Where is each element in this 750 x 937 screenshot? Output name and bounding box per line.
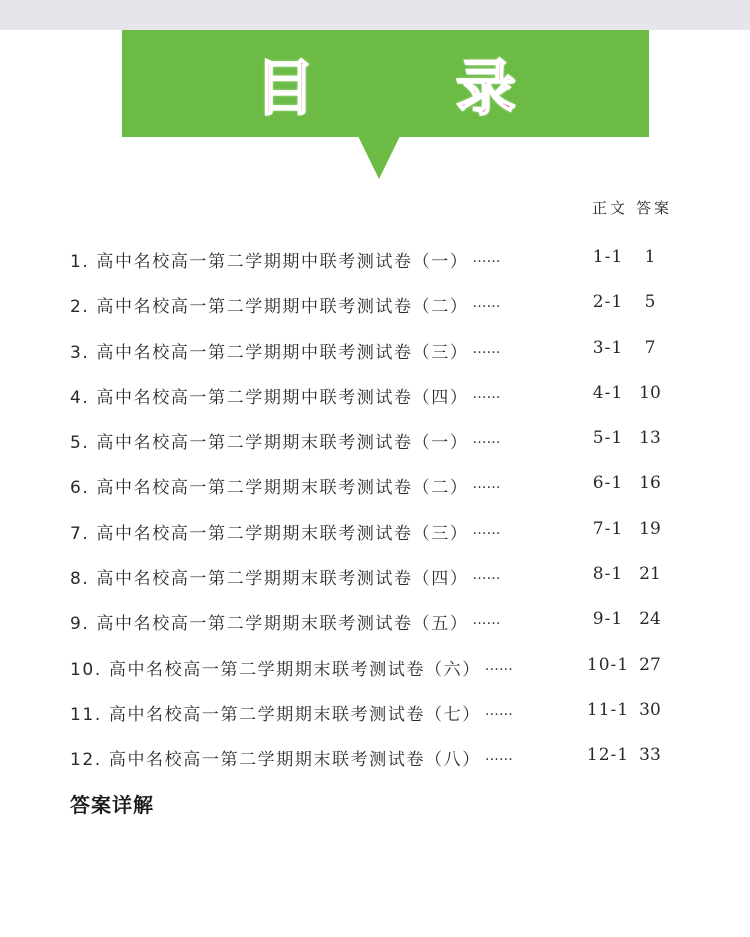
banner-pointer-arrow bbox=[358, 136, 400, 179]
toc-entry[interactable] bbox=[70, 383, 670, 428]
toc-leader-dots: …… bbox=[472, 521, 501, 538]
toc-answer-page: 16 bbox=[639, 473, 661, 494]
toc-entry[interactable] bbox=[70, 519, 670, 564]
toc-page-number: 2-1 bbox=[592, 292, 624, 313]
toc-answer-page: 27 bbox=[639, 654, 661, 675]
toc-leader-dots: …… bbox=[484, 748, 513, 765]
toc-page-number: 3-1 bbox=[592, 337, 624, 358]
toc-leader-dots: …… bbox=[472, 567, 501, 584]
toc-answer-page: 21 bbox=[639, 564, 661, 585]
toc-page-number: 9-1 bbox=[592, 609, 624, 630]
toc-page-number: 5-1 bbox=[592, 428, 624, 449]
toc-entry-title: 12. 高中名校高一第二学期期末联考测试卷（八） bbox=[70, 750, 481, 771]
toc-answer-page: 7 bbox=[644, 337, 656, 358]
toc-entry[interactable] bbox=[70, 655, 670, 700]
toc-entry[interactable] bbox=[70, 609, 670, 654]
toc-answer-page: 1 bbox=[644, 247, 656, 267]
toc-entry[interactable] bbox=[70, 700, 670, 745]
toc-leader-dots: …… bbox=[484, 657, 513, 674]
toc-leader-dots: …… bbox=[472, 476, 501, 493]
toc-page-number: 7-1 bbox=[592, 518, 624, 539]
toc-entry[interactable] bbox=[70, 428, 670, 473]
toc-entry-title: 6. 高中名校高一第二学期期末联考测试卷（二） bbox=[70, 478, 469, 499]
toc-entry-title: 7. 高中名校高一第二学期期末联考测试卷（三） bbox=[70, 523, 469, 544]
toc-entry-title: 8. 高中名校高一第二学期期末联考测试卷（四） bbox=[70, 569, 469, 590]
main-text-column-header: 正文 bbox=[591, 199, 628, 217]
toc-entry[interactable] bbox=[70, 745, 670, 790]
toc-entry-title: 2. 高中名校高一第二学期期中联考测试卷（二） bbox=[70, 297, 469, 318]
toc-entry-title: 1. 高中名校高一第二学期期中联考测试卷（一） bbox=[70, 252, 469, 272]
toc-answer-page: 5 bbox=[644, 292, 656, 313]
toc-page-number: 1-1 bbox=[592, 247, 624, 267]
toc-leader-dots: …… bbox=[472, 612, 501, 629]
toc-answer-page: 30 bbox=[639, 699, 661, 720]
toc-entry[interactable] bbox=[70, 564, 670, 609]
toc-entry-title: 10. 高中名校高一第二学期期末联考测试卷（六） bbox=[70, 659, 481, 680]
toc-entry-title: 9. 高中名校高一第二学期期末联考测试卷（五） bbox=[70, 614, 469, 635]
toc-leader-dots: …… bbox=[484, 702, 513, 719]
toc-leader-dots: …… bbox=[472, 340, 501, 357]
toc-page-number: 11-1 bbox=[586, 699, 630, 720]
toc-answer-page: 19 bbox=[639, 518, 661, 539]
toc-page-number: 4-1 bbox=[592, 382, 624, 403]
toc-leader-dots: …… bbox=[472, 385, 501, 402]
toc-page-number: 10-1 bbox=[586, 654, 630, 675]
toc-entry[interactable] bbox=[70, 338, 670, 383]
toc-entry-title: 5. 高中名校高一第二学期期末联考测试卷（一） bbox=[70, 433, 469, 454]
answers-section-heading: 答案详解 bbox=[70, 793, 154, 817]
toc-entry-title: 3. 高中名校高一第二学期期中联考测试卷（三） bbox=[70, 342, 469, 363]
toc-answer-page: 13 bbox=[639, 428, 661, 449]
toc-answer-page: 33 bbox=[639, 745, 661, 766]
top-gray-band bbox=[0, 0, 750, 30]
toc-answer-page: 24 bbox=[639, 609, 661, 630]
column-headers bbox=[592, 197, 672, 218]
toc-page-number: 8-1 bbox=[592, 564, 624, 585]
toc-entry[interactable] bbox=[70, 247, 670, 292]
table-of-contents bbox=[70, 247, 670, 791]
toc-leader-dots: …… bbox=[472, 250, 501, 266]
page-title: 目 录 bbox=[255, 53, 576, 124]
toc-entry-title: 4. 高中名校高一第二学期期中联考测试卷（四） bbox=[70, 387, 469, 408]
toc-page-number: 6-1 bbox=[592, 473, 624, 494]
toc-entry[interactable] bbox=[70, 292, 670, 337]
toc-answer-page: 10 bbox=[639, 382, 661, 403]
toc-leader-dots: …… bbox=[472, 295, 501, 312]
toc-entry-title: 11. 高中名校高一第二学期期末联考测试卷（七） bbox=[70, 704, 481, 725]
toc-leader-dots: …… bbox=[472, 431, 501, 448]
answers-column-header: 答案 bbox=[635, 199, 672, 217]
toc-entry[interactable] bbox=[70, 473, 670, 518]
toc-page-number: 12-1 bbox=[586, 745, 630, 766]
